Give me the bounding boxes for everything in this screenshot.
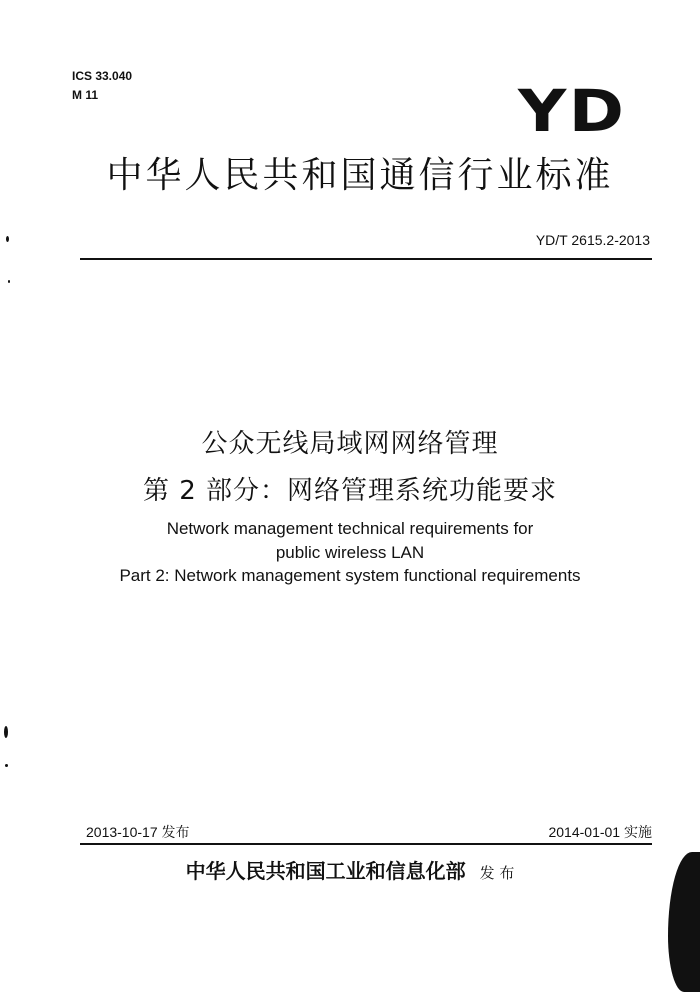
issue-date: 2013-10-17 发布 [86,824,190,840]
standard-number: YD/T 2615.2-2013 [535,232,650,248]
english-title-line-2: public wireless LAN [275,543,425,562]
ics-code: ICS 33.040 [72,69,133,83]
classification-code: M 11 [72,88,99,102]
top-divider [80,258,652,260]
implementation-date: 2014-01-01 实施 [548,824,652,840]
chinese-title-line-2: 第 2 部分：网络管理系统功能要求 [142,476,558,506]
standard-category-title: 中华人民共和国通信行业标准 [106,155,614,196]
english-title-line-3: Part 2: Network management system functional requirements [119,566,581,585]
chinese-title-line-1: 公众无线局域网网络管理 [201,429,499,459]
scan-speck [8,280,10,283]
publisher-line [0,855,700,884]
publisher-suffix: 发 布 [479,864,515,882]
scan-speck [4,726,8,738]
publisher-name: 中华人民共和国工业和信息化部 [185,859,466,883]
bottom-divider [80,843,652,845]
english-title-line-1: Network management technical requirements for [166,519,534,538]
yd-logo: YD [518,77,627,145]
scan-speck [6,236,9,242]
scan-speck [5,764,8,767]
